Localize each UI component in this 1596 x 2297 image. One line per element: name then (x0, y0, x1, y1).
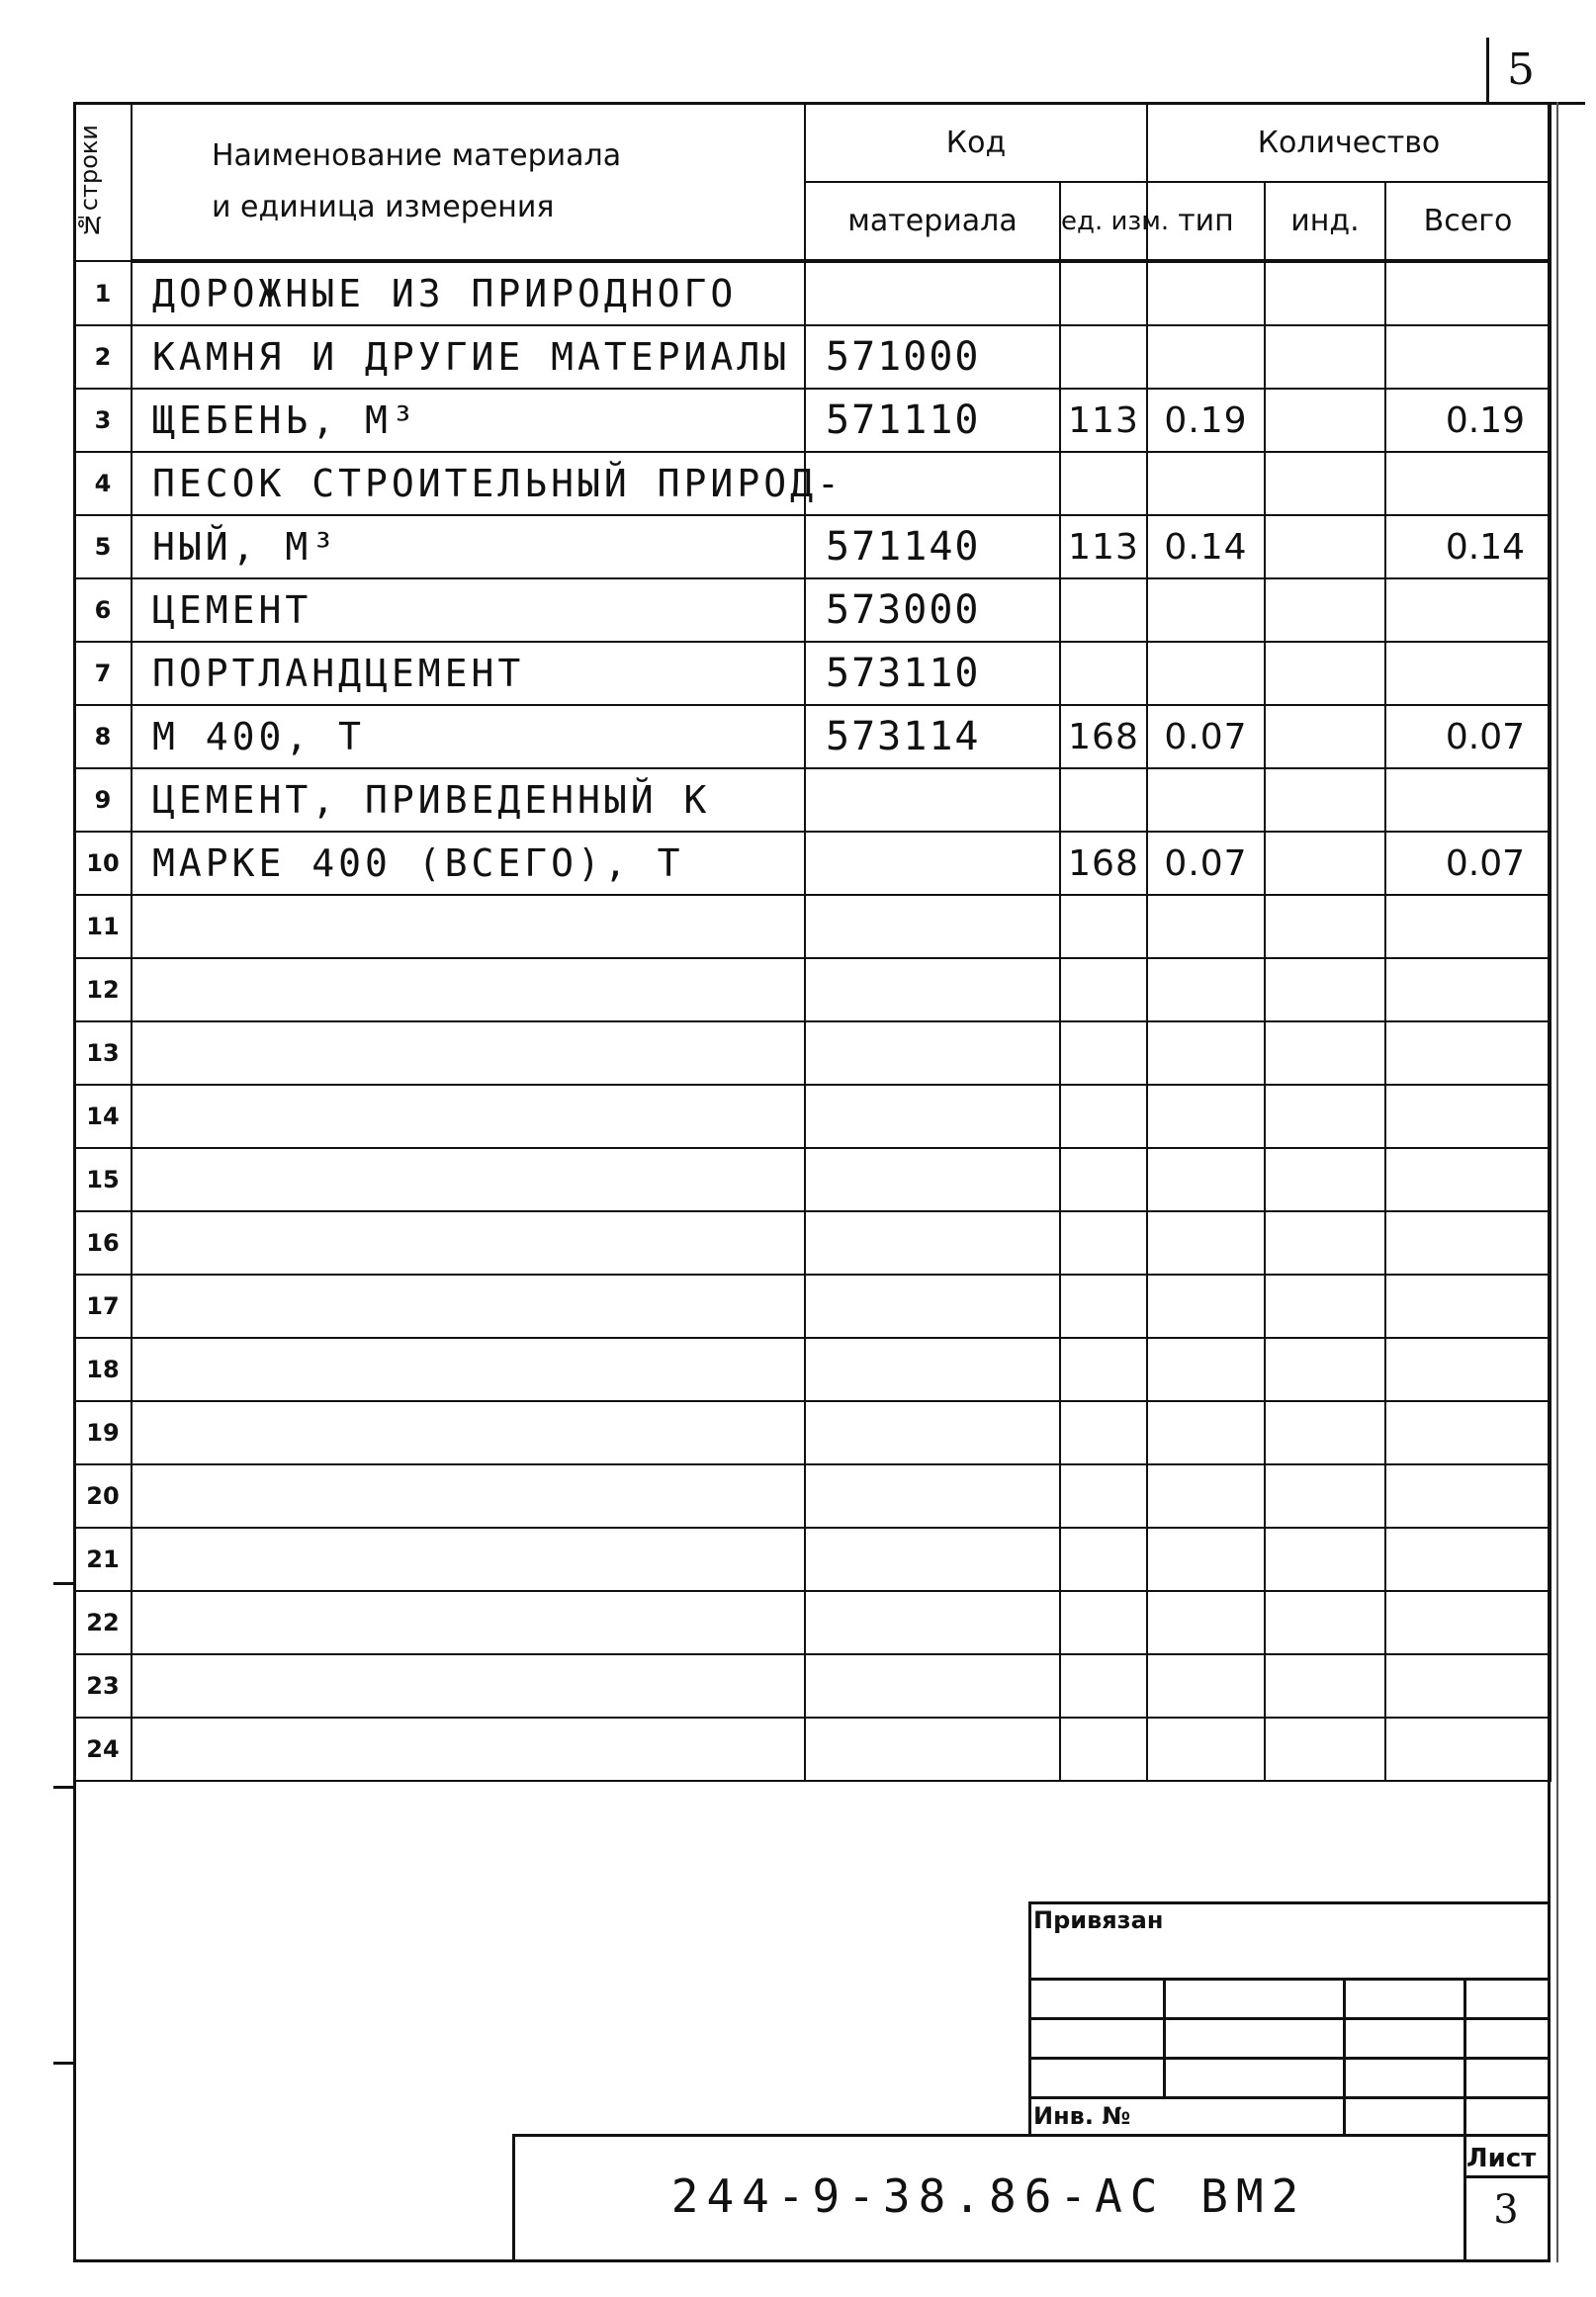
sheet-label: Лист (1466, 2144, 1537, 2173)
material-code-cell (805, 1528, 1060, 1591)
qty-type-cell (1147, 1654, 1265, 1718)
table-row (74, 1211, 1551, 1275)
qty-type-cell (1147, 325, 1265, 389)
stamp-top-line (1028, 1901, 1550, 1904)
stamp-grid-line (1343, 1978, 1346, 2134)
material-code-cell (805, 1338, 1060, 1401)
qty-ind-cell (1265, 578, 1385, 642)
table-row (74, 1718, 1551, 1781)
qty-total-cell (1385, 1085, 1551, 1148)
qty-ind-cell (1265, 1401, 1385, 1464)
table-body (74, 261, 1551, 1781)
table-row (74, 642, 1551, 705)
qty-type-cell (1147, 1275, 1265, 1338)
row-number-cell: 20 (74, 1464, 132, 1528)
header-row-number: №строки (74, 103, 132, 261)
material-name-cell (132, 1021, 805, 1085)
qty-type-cell (1147, 958, 1265, 1021)
row-number-cell: 13 (74, 1021, 132, 1085)
qty-type-cell (1147, 1148, 1265, 1211)
material-code-cell (805, 958, 1060, 1021)
qty-total-cell (1385, 958, 1551, 1021)
row-number-cell: 18 (74, 1338, 132, 1401)
unit-code-cell (1060, 1464, 1147, 1528)
table-row (74, 1528, 1551, 1591)
material-name-cell (132, 1338, 805, 1401)
qty-type-cell (1147, 1021, 1265, 1085)
qty-type-cell (1147, 1211, 1265, 1275)
table-row (74, 1148, 1551, 1211)
material-code-cell (805, 832, 1060, 895)
header-material-code: материала (805, 182, 1060, 261)
material-code-cell (805, 1401, 1060, 1464)
qty-type-cell (1147, 1718, 1265, 1781)
table-row (74, 515, 1551, 578)
qty-type-cell: 0.14 (1147, 515, 1265, 578)
qty-ind-cell (1265, 261, 1385, 325)
unit-code-cell (1060, 1401, 1147, 1464)
header-unit-code: ед. изм. (1060, 182, 1147, 261)
row-number-cell: 2 (74, 325, 132, 389)
material-name-cell (132, 1591, 805, 1654)
row-number-cell: 12 (74, 958, 132, 1021)
qty-total-cell (1385, 1211, 1551, 1275)
table-row (74, 1401, 1551, 1464)
qty-total-cell (1385, 261, 1551, 325)
qty-total-cell (1385, 1401, 1551, 1464)
header-code-group: Код (805, 103, 1147, 182)
material-name-cell (132, 1148, 805, 1211)
unit-code-cell: 168 (1060, 832, 1147, 895)
qty-type-cell (1147, 768, 1265, 832)
unit-code-cell (1060, 1275, 1147, 1338)
table-row (74, 1085, 1551, 1148)
material-name-cell (132, 1528, 805, 1591)
qty-type-cell: 0.07 (1147, 705, 1265, 768)
unit-code-cell: 113 (1060, 389, 1147, 452)
unit-code-cell (1060, 958, 1147, 1021)
unit-code-cell (1060, 642, 1147, 705)
header-qty-total: Всего (1385, 182, 1551, 261)
qty-total-cell (1385, 1021, 1551, 1085)
linked-label: Привязан (1033, 1906, 1164, 1934)
qty-total-cell (1385, 452, 1551, 515)
material-code-cell (805, 768, 1060, 832)
material-code-cell (805, 895, 1060, 958)
material-specification-table (73, 102, 1552, 1782)
material-name-cell: ПЕСОК СТРОИТЕЛЬНЫЙ ПРИРОД- (132, 452, 805, 515)
qty-ind-cell (1265, 1528, 1385, 1591)
qty-type-cell (1147, 1085, 1265, 1148)
material-code-cell: 571140 (805, 515, 1060, 578)
row-number-cell: 11 (74, 895, 132, 958)
table-row (74, 578, 1551, 642)
material-name-cell: ЦЕМЕНТ, ПРИВЕДЕННЫЙ К (132, 768, 805, 832)
qty-ind-cell (1265, 1591, 1385, 1654)
unit-code-cell (1060, 1085, 1147, 1148)
qty-ind-cell (1265, 1275, 1385, 1338)
header-qty-type: тип (1147, 182, 1265, 261)
header-material-name: Наименование материала и единица измерения (132, 103, 805, 261)
qty-type-cell: 0.07 (1147, 832, 1265, 895)
qty-ind-cell (1265, 452, 1385, 515)
frame-right-edge-outer (1556, 102, 1558, 2262)
unit-code-cell (1060, 1528, 1147, 1591)
material-code-cell: 573110 (805, 642, 1060, 705)
table-row (74, 452, 1551, 515)
material-name-cell: НЫЙ, М³ (132, 515, 805, 578)
row-number-cell: 16 (74, 1211, 132, 1275)
table-row (74, 1021, 1551, 1085)
qty-ind-cell (1265, 895, 1385, 958)
material-name-cell (132, 1275, 805, 1338)
qty-type-cell (1147, 642, 1265, 705)
row-number-cell: 23 (74, 1654, 132, 1718)
row-number-cell: 1 (74, 261, 132, 325)
qty-type-cell (1147, 578, 1265, 642)
material-name-cell: ПОРТЛАНДЦЕМЕНТ (132, 642, 805, 705)
row-number-cell: 8 (74, 705, 132, 768)
qty-type-cell (1147, 1528, 1265, 1591)
material-name-cell: МАРКЕ 400 (ВСЕГО), Т (132, 832, 805, 895)
qty-total-cell (1385, 1654, 1551, 1718)
table-row (74, 389, 1551, 452)
material-name-cell: КАМНЯ И ДРУГИЕ МАТЕРИАЛЫ (132, 325, 805, 389)
table-row (74, 1275, 1551, 1338)
material-name-cell (132, 1464, 805, 1528)
material-code-cell (805, 1718, 1060, 1781)
qty-total-cell: 0.14 (1385, 515, 1551, 578)
unit-code-cell (1060, 1148, 1147, 1211)
table-row (74, 832, 1551, 895)
qty-type-cell (1147, 452, 1265, 515)
material-code-cell (805, 1148, 1060, 1211)
row-number-cell: 14 (74, 1085, 132, 1148)
qty-type-cell (1147, 1591, 1265, 1654)
binding-tick-mark (53, 1582, 75, 1585)
stamp-grid-line (1028, 2057, 1550, 2060)
material-name-cell (132, 895, 805, 958)
qty-ind-cell (1265, 1021, 1385, 1085)
qty-total-cell (1385, 325, 1551, 389)
row-number-cell: 4 (74, 452, 132, 515)
qty-type-cell: 0.19 (1147, 389, 1265, 452)
header-quantity-group: Количество (1147, 103, 1551, 182)
qty-ind-cell (1265, 1338, 1385, 1401)
inventory-number-label: Инв. № (1033, 2102, 1131, 2130)
table-row (74, 958, 1551, 1021)
material-name-cell (132, 958, 805, 1021)
unit-code-cell (1060, 1718, 1147, 1781)
qty-ind-cell (1265, 958, 1385, 1021)
unit-code-cell (1060, 768, 1147, 832)
qty-ind-cell (1265, 768, 1385, 832)
qty-total-cell (1385, 1275, 1551, 1338)
table-row (74, 1338, 1551, 1401)
binding-tick-mark (53, 2062, 75, 2065)
qty-total-cell: 0.07 (1385, 832, 1551, 895)
unit-code-cell (1060, 452, 1147, 515)
row-number-cell: 22 (74, 1591, 132, 1654)
qty-ind-cell (1265, 515, 1385, 578)
table-row (74, 1654, 1551, 1718)
qty-type-cell (1147, 1464, 1265, 1528)
page-number: 5 (1507, 44, 1535, 95)
document-code: 244-9-38.86-АС ВМ2 (670, 2169, 1307, 2223)
unit-code-cell (1060, 261, 1147, 325)
material-name-cell: М 400, Т (132, 705, 805, 768)
material-code-cell: 573114 (805, 705, 1060, 768)
material-code-cell (805, 1654, 1060, 1718)
row-number-cell: 9 (74, 768, 132, 832)
material-code-cell (805, 261, 1060, 325)
qty-total-cell (1385, 1528, 1551, 1591)
material-name-cell: ЦЕМЕНТ (132, 578, 805, 642)
qty-ind-cell (1265, 1718, 1385, 1781)
row-number-cell: 24 (74, 1718, 132, 1781)
sheet-divider (1463, 2175, 1550, 2178)
qty-total-cell: 0.19 (1385, 389, 1551, 452)
material-code-cell (805, 1211, 1060, 1275)
material-name-cell (132, 1401, 805, 1464)
qty-total-cell (1385, 642, 1551, 705)
table-row (74, 325, 1551, 389)
qty-total-cell: 0.07 (1385, 705, 1551, 768)
qty-ind-cell (1265, 1464, 1385, 1528)
qty-ind-cell (1265, 1148, 1385, 1211)
unit-code-cell (1060, 1211, 1147, 1275)
row-number-cell: 17 (74, 1275, 132, 1338)
stamp-grid-line (1028, 1978, 1550, 1981)
qty-type-cell (1147, 261, 1265, 325)
stamp-grid-line (1163, 1978, 1166, 2096)
qty-ind-cell (1265, 1085, 1385, 1148)
material-name-cell: ЩЕБЕНЬ, М³ (132, 389, 805, 452)
material-code-cell: 571000 (805, 325, 1060, 389)
unit-code-cell (1060, 1021, 1147, 1085)
row-number-cell: 7 (74, 642, 132, 705)
unit-code-cell (1060, 1654, 1147, 1718)
table-row (74, 768, 1551, 832)
qty-ind-cell (1265, 832, 1385, 895)
stamp-grid-line (1028, 2096, 1550, 2099)
unit-code-cell (1060, 1591, 1147, 1654)
qty-total-cell (1385, 1718, 1551, 1781)
qty-total-cell (1385, 1338, 1551, 1401)
qty-type-cell (1147, 1401, 1265, 1464)
qty-total-cell (1385, 578, 1551, 642)
qty-total-cell (1385, 1591, 1551, 1654)
header-qty-ind: инд. (1265, 182, 1385, 261)
material-code-cell: 571110 (805, 389, 1060, 452)
material-code-cell (805, 1591, 1060, 1654)
binding-tick-mark (53, 1786, 75, 1789)
unit-code-cell (1060, 578, 1147, 642)
unit-code-cell: 168 (1060, 705, 1147, 768)
sheet-number: 3 (1493, 2187, 1519, 2233)
row-number-cell: 5 (74, 515, 132, 578)
material-name-cell (132, 1211, 805, 1275)
material-code-cell (805, 1085, 1060, 1148)
qty-ind-cell (1265, 1211, 1385, 1275)
unit-code-cell: 113 (1060, 515, 1147, 578)
table-row (74, 1591, 1551, 1654)
material-code-cell (805, 1464, 1060, 1528)
material-code-cell (805, 1021, 1060, 1085)
row-number-cell: 19 (74, 1401, 132, 1464)
qty-ind-cell (1265, 389, 1385, 452)
qty-total-cell (1385, 1464, 1551, 1528)
stamp-grid-line (1028, 2017, 1550, 2020)
qty-type-cell (1147, 895, 1265, 958)
row-number-cell: 6 (74, 578, 132, 642)
table-row (74, 895, 1551, 958)
qty-total-cell (1385, 1148, 1551, 1211)
qty-type-cell (1147, 1338, 1265, 1401)
qty-ind-cell (1265, 1654, 1385, 1718)
material-name-cell: ДОРОЖНЫЕ ИЗ ПРИРОДНОГО (132, 261, 805, 325)
unit-code-cell (1060, 325, 1147, 389)
material-name-cell (132, 1654, 805, 1718)
qty-ind-cell (1265, 642, 1385, 705)
table-row (74, 705, 1551, 768)
qty-ind-cell (1265, 705, 1385, 768)
material-code-cell: 573000 (805, 578, 1060, 642)
unit-code-cell (1060, 895, 1147, 958)
material-code-cell (805, 1275, 1060, 1338)
row-number-cell: 3 (74, 389, 132, 452)
material-name-cell (132, 1085, 805, 1148)
unit-code-cell (1060, 1338, 1147, 1401)
row-number-cell: 10 (74, 832, 132, 895)
qty-total-cell (1385, 768, 1551, 832)
row-number-cell: 21 (74, 1528, 132, 1591)
row-number-cell: 15 (74, 1148, 132, 1211)
qty-ind-cell (1265, 325, 1385, 389)
table-row (74, 261, 1551, 325)
qty-total-cell (1385, 895, 1551, 958)
table-row (74, 1464, 1551, 1528)
material-name-cell (132, 1718, 805, 1781)
